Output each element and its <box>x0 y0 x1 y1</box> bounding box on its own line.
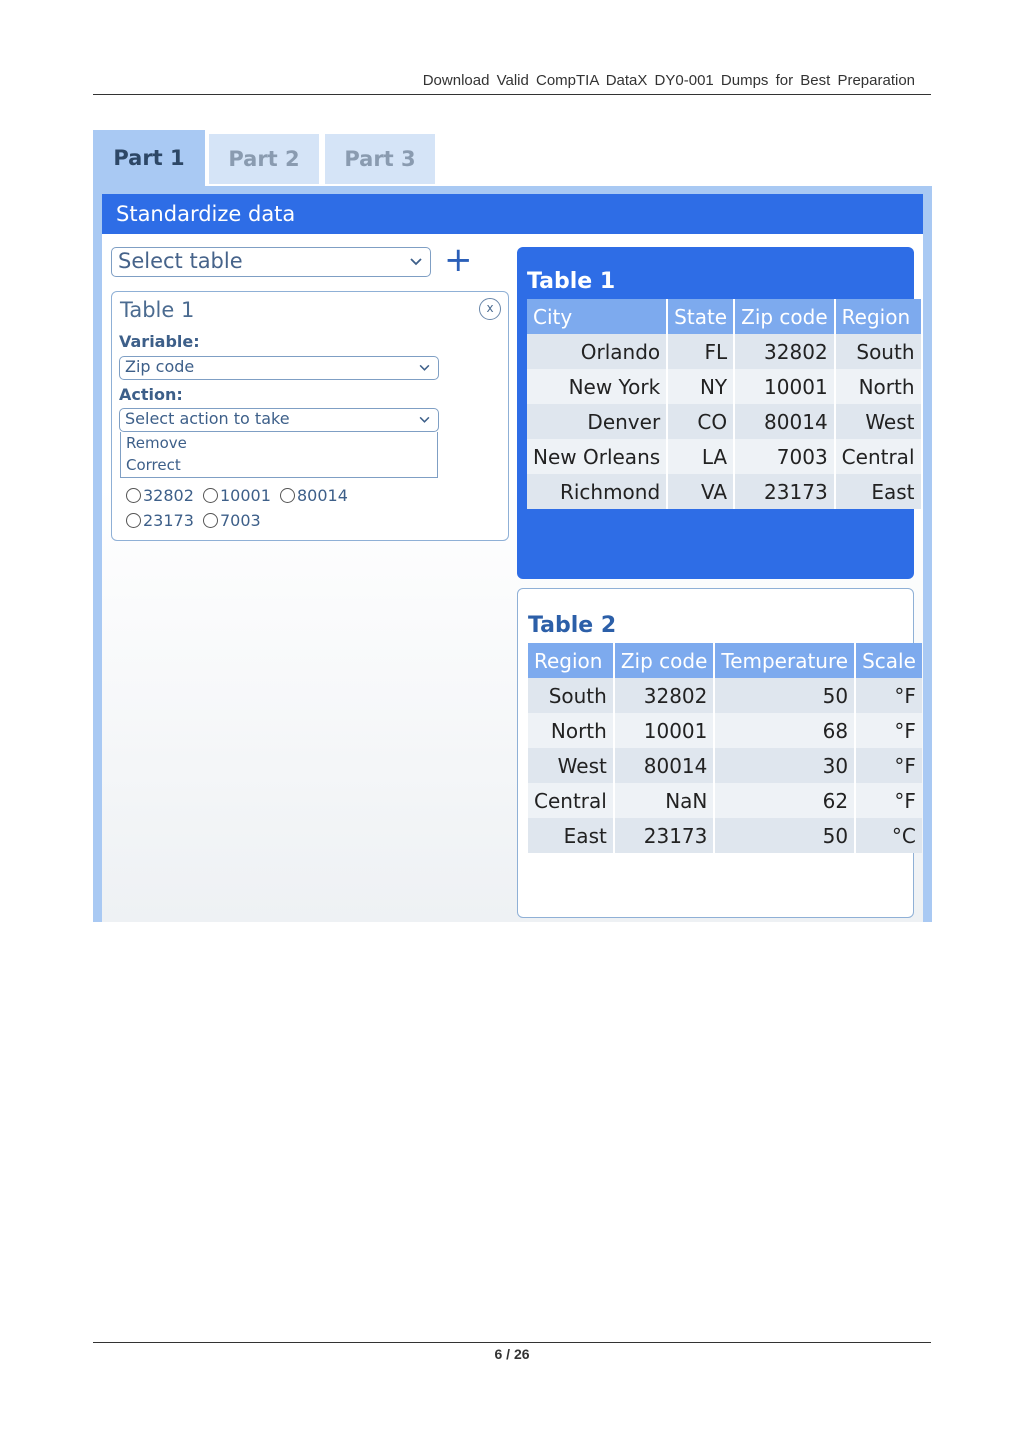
table-cell: NY <box>667 369 734 404</box>
table-cell: 23173 <box>734 474 835 509</box>
table1-panel <box>517 247 914 579</box>
table-cell: °F <box>855 748 922 783</box>
table-row <box>527 404 921 439</box>
table-cell: °C <box>855 818 922 853</box>
table-cell: 7003 <box>734 439 835 474</box>
content-area <box>102 194 923 922</box>
select-table-dropdown[interactable] <box>111 247 431 277</box>
table-cell: °F <box>855 783 922 818</box>
column-header: Scale <box>855 643 922 678</box>
action-dropdown[interactable] <box>119 408 439 432</box>
table-cell: °F <box>855 713 922 748</box>
radio-option[interactable]: 80014 <box>280 486 348 505</box>
table-cell: North <box>528 713 614 748</box>
table-cell: NaN <box>614 783 715 818</box>
radio-option[interactable]: 32802 <box>126 486 194 505</box>
column-header: Zip code <box>614 643 715 678</box>
tab-part-1[interactable]: Part 1 <box>93 130 205 186</box>
radio-option[interactable]: 23173 <box>126 511 194 530</box>
table-cell: West <box>835 404 921 439</box>
radio-circle-icon <box>280 488 295 503</box>
column-header: Zip code <box>734 299 835 334</box>
footer-divider <box>93 1342 931 1343</box>
table-row <box>527 439 921 474</box>
radio-option[interactable]: 7003 <box>203 511 261 530</box>
chevron-down-icon <box>410 258 422 266</box>
table-cell: Central <box>528 783 614 818</box>
table-cell: LA <box>667 439 734 474</box>
table-cell: °F <box>855 678 922 713</box>
radio-circle-icon <box>203 488 218 503</box>
table-cell: 50 <box>714 818 855 853</box>
page-header: Download Valid CompTIA DataX DY0-001 Dumps for Best Preparation <box>93 72 931 95</box>
table-cell: 62 <box>714 783 855 818</box>
table-row <box>527 334 921 369</box>
table-cell: FL <box>667 334 734 369</box>
variable-label: Variable: <box>119 332 200 351</box>
tab-bar <box>93 130 932 186</box>
table-cell: Central <box>835 439 921 474</box>
table-cell: 23173 <box>614 818 715 853</box>
radio-circle-icon <box>126 488 141 503</box>
table-cell: 32802 <box>734 334 835 369</box>
table-header-row <box>527 299 921 334</box>
radio-circle-icon <box>203 513 218 528</box>
table-cell: 10001 <box>734 369 835 404</box>
table2-title: Table 2 <box>528 613 617 638</box>
radio-option[interactable]: 10001 <box>203 486 271 505</box>
add-table-button[interactable]: + <box>444 240 473 280</box>
table-cell: South <box>835 334 921 369</box>
table2-panel <box>517 588 914 918</box>
action-option-remove[interactable]: Remove <box>126 434 187 452</box>
column-header: City <box>527 299 667 334</box>
table-row <box>527 474 921 509</box>
chevron-down-icon <box>419 365 430 372</box>
page-number: 6 / 26 <box>494 1346 530 1362</box>
close-icon[interactable]: x <box>479 298 501 320</box>
table-cell: New Orleans <box>527 439 667 474</box>
table-cell: Orlando <box>527 334 667 369</box>
table-cell: East <box>835 474 921 509</box>
table-cell: VA <box>667 474 734 509</box>
table-row <box>528 713 922 748</box>
radio-circle-icon <box>126 513 141 528</box>
action-option-correct[interactable]: Correct <box>126 456 181 474</box>
select-table-value: Select table <box>118 249 243 273</box>
action-menu <box>120 432 438 478</box>
table-cell: Richmond <box>527 474 667 509</box>
table-cell: Denver <box>527 404 667 439</box>
table-row <box>528 678 922 713</box>
table-row <box>527 369 921 404</box>
column-header: Temperature <box>714 643 855 678</box>
table1 <box>527 299 921 509</box>
table-cell: CO <box>667 404 734 439</box>
table2 <box>528 643 922 853</box>
variable-value: Zip code <box>125 357 195 376</box>
table-cell: 30 <box>714 748 855 783</box>
card-title: Table 1 <box>120 298 195 322</box>
action-value: Select action to take <box>125 409 290 428</box>
column-header: State <box>667 299 734 334</box>
chevron-down-icon <box>419 417 430 424</box>
table-header-row <box>528 643 922 678</box>
table1-title: Table 1 <box>527 269 616 294</box>
table-cell: 50 <box>714 678 855 713</box>
column-header: Region <box>835 299 921 334</box>
table-cell: 32802 <box>614 678 715 713</box>
tab-part-3[interactable]: Part 3 <box>325 134 435 184</box>
table-cell: New York <box>527 369 667 404</box>
action-label: Action: <box>119 385 183 404</box>
table-cell: 10001 <box>614 713 715 748</box>
table-cell: 68 <box>714 713 855 748</box>
table-cell: South <box>528 678 614 713</box>
table-cell: East <box>528 818 614 853</box>
table-cell: 80014 <box>734 404 835 439</box>
table-cell: 80014 <box>614 748 715 783</box>
standardize-app <box>93 130 932 922</box>
column-header: Region <box>528 643 614 678</box>
table-row <box>528 748 922 783</box>
table-row <box>528 818 922 853</box>
content-frame <box>93 186 932 922</box>
table-row <box>528 783 922 818</box>
table-cell: North <box>835 369 921 404</box>
tab-part-2[interactable]: Part 2 <box>209 134 319 184</box>
table-cell: West <box>528 748 614 783</box>
title-bar: Standardize data <box>102 194 923 234</box>
variable-dropdown[interactable] <box>119 356 439 380</box>
zip-radio-group <box>126 486 426 536</box>
table-action-card <box>111 291 509 541</box>
